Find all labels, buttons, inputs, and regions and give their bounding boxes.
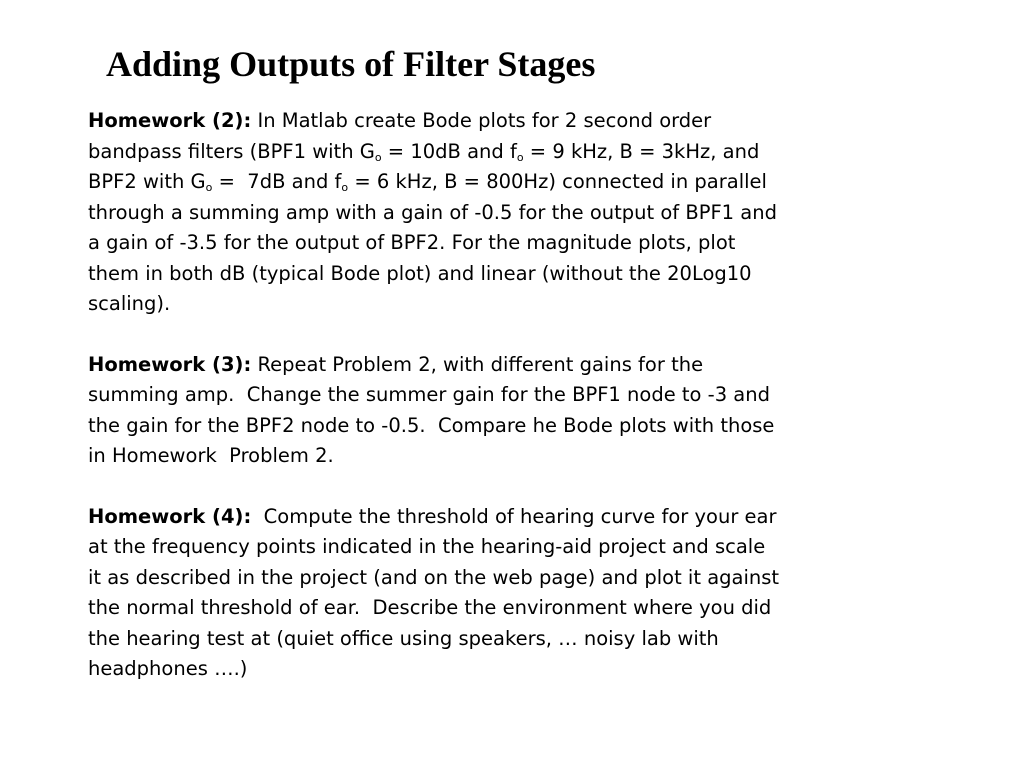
freq-subscript: o: [516, 150, 524, 164]
homework-4-label: Homework (4):: [88, 504, 252, 528]
hw2-text-3b: = 7dB and f: [212, 170, 342, 193]
hw2-line-5: a gain of -3.5 for the output of BPF2. For the magnitude plots, plot: [88, 231, 736, 254]
hw4-line-4: the normal threshold of ear. Describe the environment where you did: [88, 596, 772, 619]
hw2-line-6: them in both dB (typical Bode plot) and linear (without the 20Log10: [88, 261, 752, 285]
hw4-line-1: [88, 502, 938, 533]
hw4-text-1: Compute the threshold of hearing curve for your ear: [251, 504, 777, 528]
hw2-text-2a: bandpass filters (BPF1 with G: [88, 139, 375, 163]
hw3-line-4: in Homework Problem 2.: [88, 444, 334, 467]
hw2-line-7: scaling).: [88, 292, 171, 315]
hw2-text-3c: = 6 kHz, B = 800Hz) connected in parallel: [348, 170, 767, 193]
hw2-line-3: [88, 167, 938, 198]
homework-4-paragraph: [88, 502, 938, 685]
hw4-line-3: it as described in the project (and on the web page) and plot it against: [88, 565, 780, 589]
hw4-line-6: headphones ….): [88, 657, 248, 680]
homework-2-paragraph: [88, 106, 938, 320]
hw2-line-2: [88, 137, 938, 168]
hw4-line-2: at the frequency points indicated in the hearing-aid project and scale: [88, 535, 766, 558]
slide-body: [88, 106, 938, 715]
gain-subscript: o: [374, 150, 382, 164]
gain-subscript: o: [205, 181, 213, 194]
homework-3-label: Homework (3):: [88, 352, 252, 376]
hw3-text-1: Repeat Problem 2, with different gains for the: [251, 352, 704, 376]
hw2-text-3a: BPF2 with G: [88, 170, 206, 193]
hw3-line-1: [88, 350, 938, 381]
slide-title: Adding Outputs of Filter Stages: [106, 44, 596, 84]
homework-3-paragraph: [88, 350, 938, 472]
hw2-text-2c: = 9 kHz, B = 3kHz, and: [523, 139, 760, 163]
hw2-text-1: In Matlab create Bode plots for 2 second order: [251, 109, 712, 132]
hw4-line-5: the hearing test at (quiet office using speakers, … noisy lab with: [88, 626, 719, 650]
hw3-line-3: the gain for the BPF2 node to -0.5. Compare he Bode plots with those: [88, 413, 775, 437]
hw3-line-2: summing amp. Change the summer gain for the BPF1 node to -3 and: [88, 383, 770, 406]
freq-subscript: o: [341, 181, 349, 194]
hw2-line-4: through a summing amp with a gain of -0.5 for the output of BPF1 and: [88, 200, 777, 224]
homework-2-label: Homework (2):: [88, 109, 252, 132]
hw2-line-1: [88, 106, 938, 137]
hw2-text-2b: = 10dB and f: [381, 139, 517, 163]
